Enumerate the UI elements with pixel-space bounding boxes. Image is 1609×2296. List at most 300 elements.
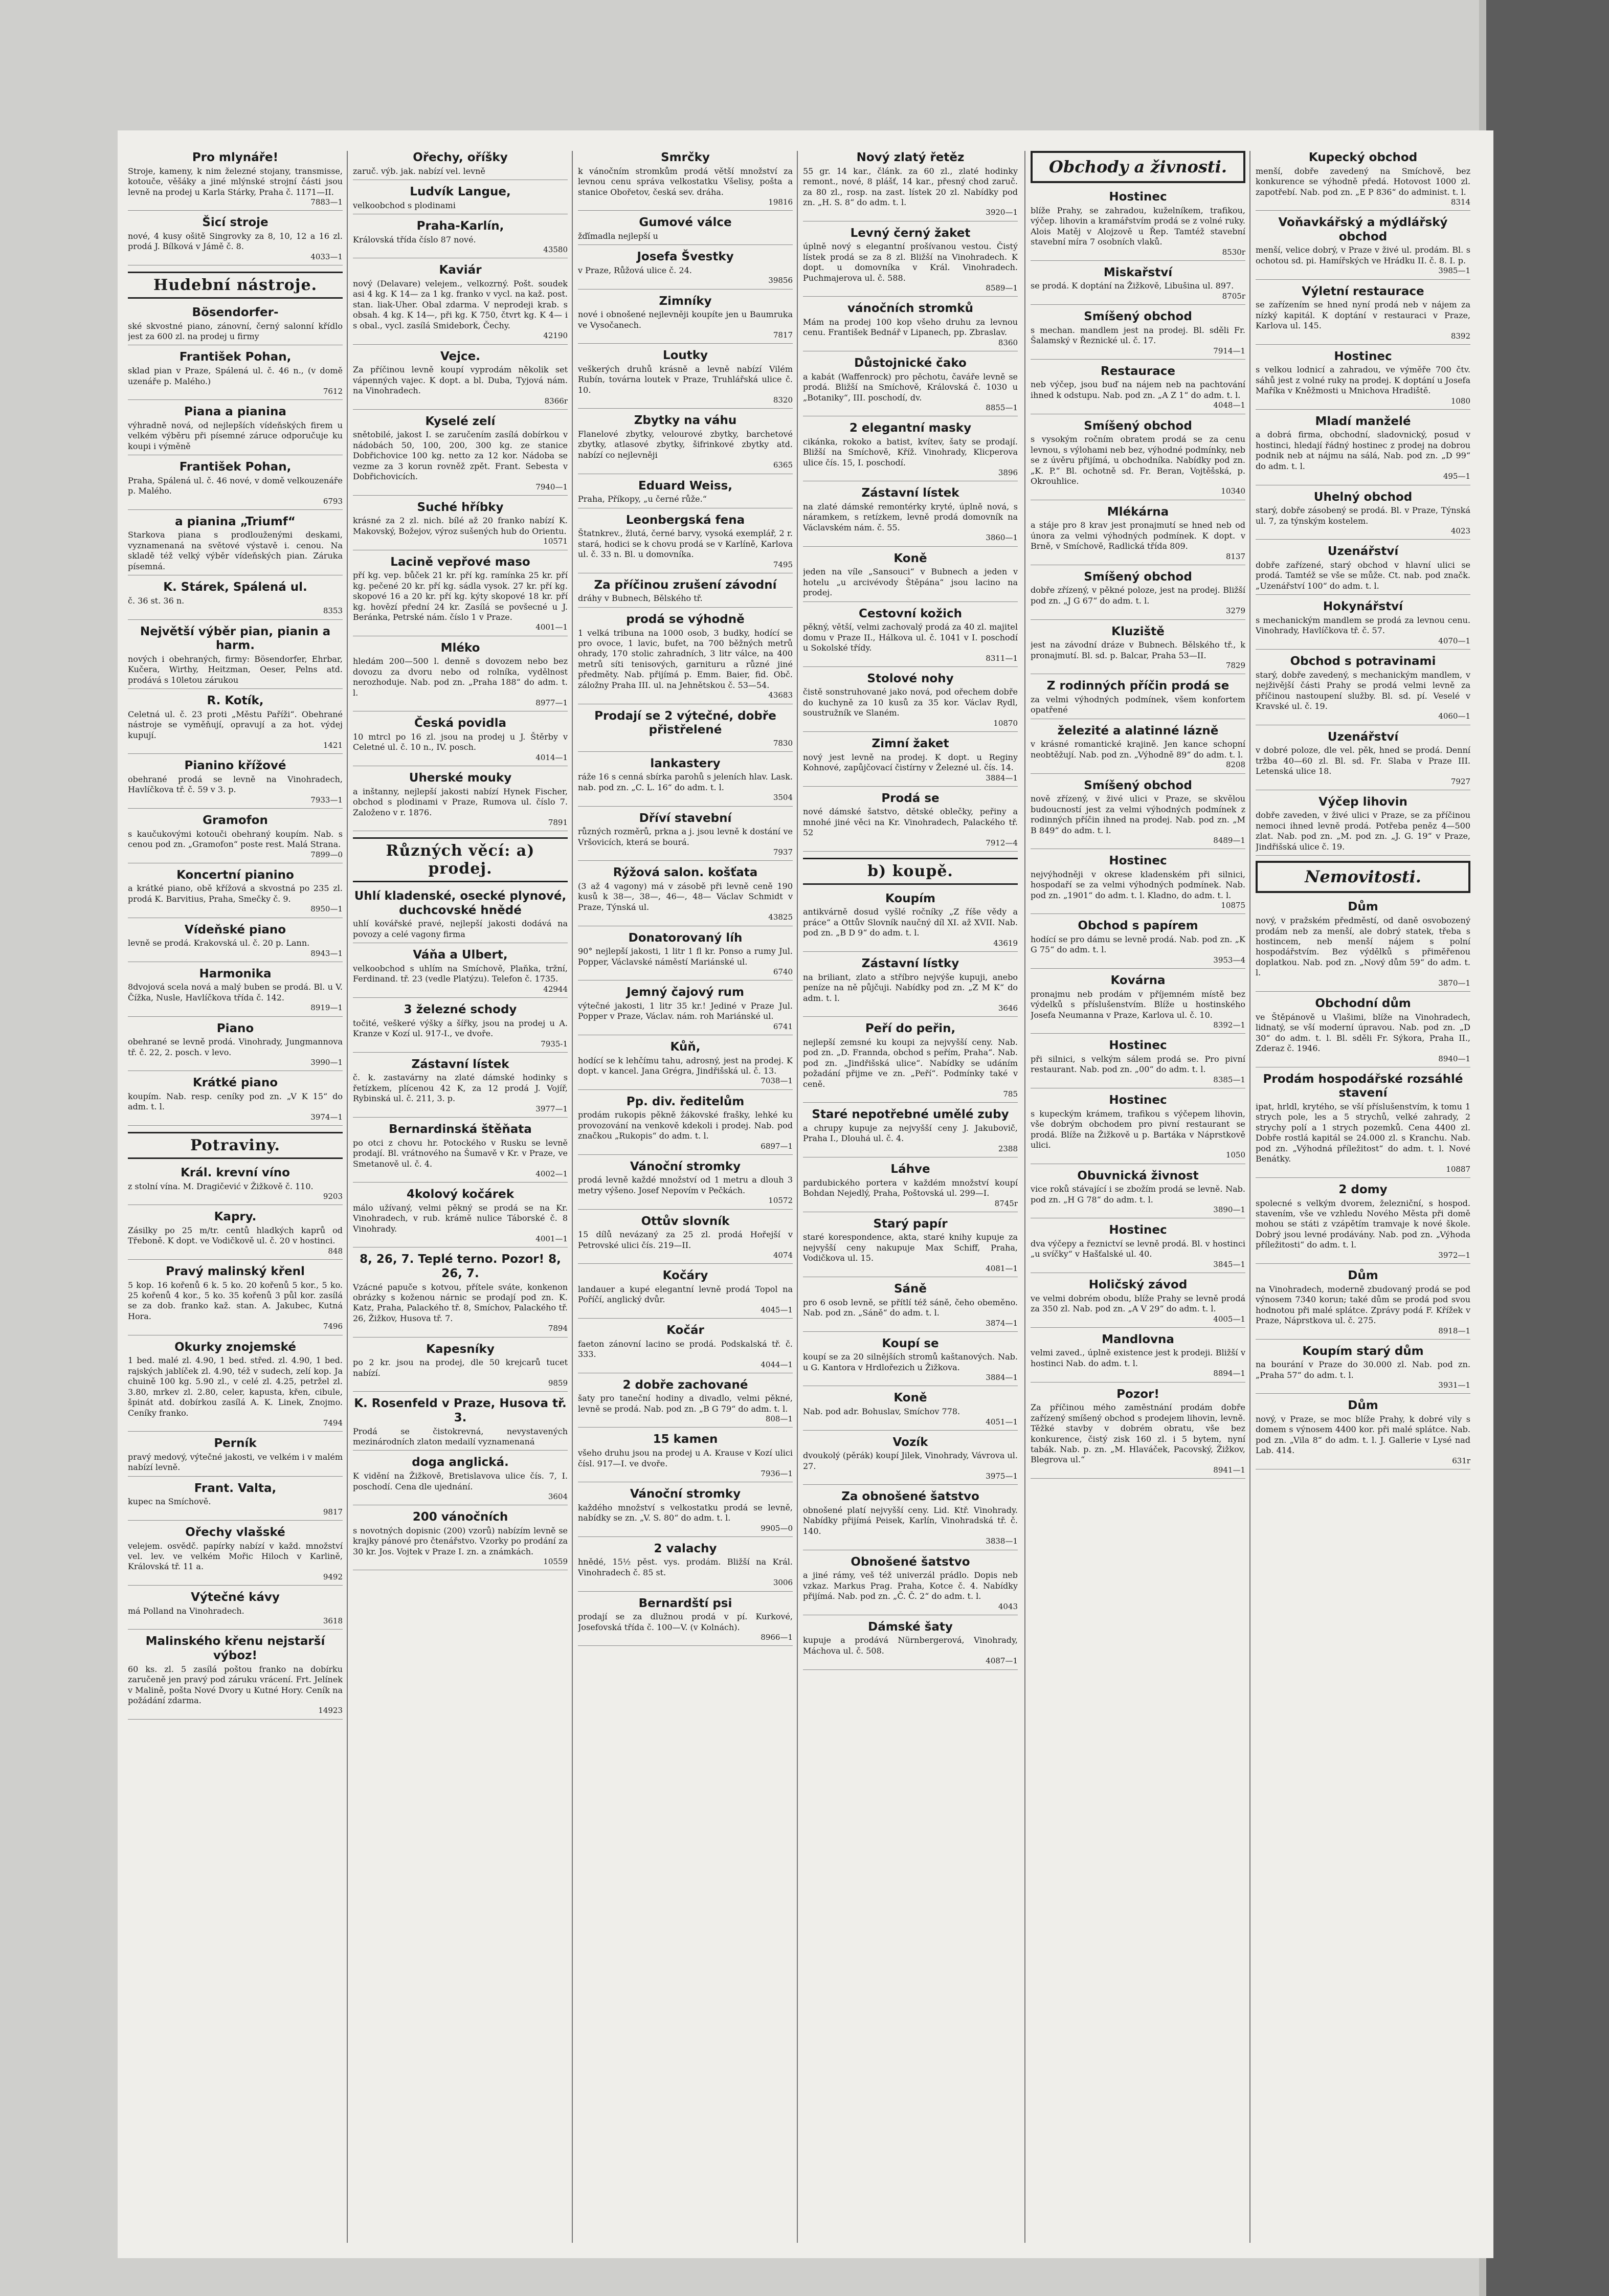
ad-headline: K. Rosenfeld v Praze, Husova tř. 3. xyxy=(354,1397,567,1424)
ad-headline: Perník xyxy=(214,1437,257,1451)
column-3 xyxy=(578,151,793,2243)
section-heading: Hudební nástroje. xyxy=(128,272,343,299)
ad-body: faeton zánovní lacino se prodá. Podskalská tř. č. 333. xyxy=(578,1339,793,1359)
ad-body: Štatnkrev., žlutá, černé barvy, vysoká exemplář, 2 r. stará, hodici se k chovu prodá se v Karlíně, Karlova ul. č. 33 n. Bl. u domovníka. xyxy=(578,528,793,560)
ad-reference-number: 4001—1 xyxy=(535,1234,568,1244)
ad-headline: Kůň, xyxy=(670,1040,701,1054)
ad-reference-number: 2388 xyxy=(998,1144,1018,1153)
ad-reference-number: 7937 xyxy=(773,848,793,857)
classified-ad xyxy=(128,1166,343,1205)
classified-ad xyxy=(803,302,1018,351)
ad-reference-number: 4087—1 xyxy=(986,1656,1018,1666)
ad-body: Královská třída číslo 87 nové. xyxy=(353,234,476,244)
ad-body: starý, dobře zásobený se prodá. Bl. v Praze, Týnská ul. 7, za týnským kostelem. xyxy=(1256,505,1470,526)
ad-reference-number: 631r xyxy=(1452,1456,1470,1465)
ad-headline: prodá se výhodně xyxy=(626,612,745,626)
ad-body: pardubického portera v každém množství koupí Bohdan Nejedlý, Praha, Poštovská ul. 299—I. xyxy=(803,1177,1018,1198)
ad-headline: doga anglická. xyxy=(412,1456,509,1469)
ad-reference-number: 1080 xyxy=(1450,396,1470,406)
ad-reference-number: 3884—1 xyxy=(986,773,1018,783)
ad-reference-number: 4045—1 xyxy=(761,1305,793,1314)
ad-body: 55 gr. 14 kar., článk. za 60 zl., zlaté hodinky remont., nové, 8 plášť, 14 kar., přesný chod zaruč. za 80 zl., rosp. na zast. lístek 20 zl. Nabídky pod zn. „H. S. 8“ do adm. t. l. xyxy=(803,166,1018,207)
ad-reference-number: 8385—1 xyxy=(1213,1075,1245,1084)
classified-ad xyxy=(803,1436,1018,1485)
ad-body: výtečné jakosti, 1 litr 35 kr.! Jediné v Praze Jul. Popper v Praze, Václav. nám. roh Mariánské ul. xyxy=(578,1000,793,1021)
classified-ad xyxy=(803,1490,1018,1550)
section-heading: b) koupě. xyxy=(803,858,1018,885)
classified-ad xyxy=(803,792,1018,852)
classified-ad xyxy=(128,460,343,510)
ad-reference-number: 3977—1 xyxy=(535,1104,568,1113)
ad-headline: Pianino křížové xyxy=(184,759,286,773)
ad-body: nové i obnošené nejlevněji koupíte jen u Baumruka ve Vysočanech. xyxy=(578,309,793,330)
classified-ad xyxy=(353,1510,568,1570)
classified-ad xyxy=(128,814,343,863)
ad-headline: Obchod s papírem xyxy=(1078,919,1198,933)
ad-body: Stroje, kameny, k nim železné stojany, transmisse, kotouče, věšáky a jiné mlýnské strojní části jsou levně na prodej u Karla Stárky, Praha č. 1171—II. xyxy=(128,166,343,197)
classified-ad xyxy=(803,737,1018,787)
classified-ad xyxy=(578,1040,793,1090)
ad-body: Starkova piana s prodlouženými deskami, vyznamenaná na světové výstavě i. cenou. Na skladě též velký výběr vídeňských pian. Záruka písemná. xyxy=(128,530,343,571)
ad-headline: 2 elegantní masky xyxy=(849,421,972,435)
classified-ad xyxy=(1031,1278,1245,1328)
ad-reference-number: 6365 xyxy=(773,460,793,470)
ad-reference-number: 8589—1 xyxy=(986,283,1018,293)
ad-reference-number: 4005—1 xyxy=(1213,1314,1245,1324)
ad-reference-number: 42190 xyxy=(543,331,568,341)
column-rule xyxy=(1024,151,1025,2243)
ad-headline: vánočních stromků xyxy=(847,302,974,316)
ad-reference-number: 4051—1 xyxy=(986,1417,1018,1426)
ad-body: dvoukolý (pěrák) koupí Jilek, Vinohrady, Vávrova ul. 27. xyxy=(803,1451,1018,1471)
classified-ad xyxy=(353,1003,568,1053)
ad-body: a kabát (Waffenrock) pro pěchotu, čaváře levně se prodá. Bližší na Smíchově, Královská č. 1030 u „Botaniky“, III. poschodí, dv. xyxy=(803,371,1018,403)
ad-reference-number: 3604 xyxy=(548,1491,568,1501)
classified-ad xyxy=(353,263,568,344)
ad-headline: Kyselé zelí xyxy=(425,414,496,428)
ad-reference-number: 7940—1 xyxy=(535,482,568,492)
ad-body: dobře zřízený, v pěkné poloze, jest na prodej. Bližší pod zn. „J G 67“ do adm. t. l. xyxy=(1031,585,1245,606)
ad-reference-number: 6793 xyxy=(323,496,343,506)
column-6 xyxy=(1256,151,1470,2243)
classified-ad xyxy=(578,1215,793,1264)
classified-ad xyxy=(128,1076,343,1126)
ad-headline: Prodá se xyxy=(881,791,940,805)
ad-headline: 2 valachy xyxy=(654,1542,717,1555)
classified-ad xyxy=(803,957,1018,1017)
ad-body: prodám rukopis pěkně žákovské frašky, lehké ku provozování na venkově kdekoli i prodej. Nab. pod značkou „Rukopis“ do adm. t. l. xyxy=(578,1110,793,1141)
ad-body: s kupeckým krámem, trafikou s výčepem lihovin, vše dobrým obchodem pro pivní restaurant se prodá. Blíže na Žižkově u p. Bartáka v Náprstkově ulici. xyxy=(1031,1108,1245,1150)
ad-reference-number: 4023 xyxy=(1450,526,1470,536)
ad-body: menší, dobře zavedený na Smíchově, bez konkurence se výhodně předá. Hotovost 1000 zl. zapotřebí. Nab. pod zn. „E P 836“ do administ. t. l. xyxy=(1256,166,1470,197)
boxed-section-heading: Obchody a živnosti. xyxy=(1031,151,1245,183)
ad-body: dva výčepy a řeznictví se levně prodá. Bl. v hostinci „u svíčky“ v Hašťalské ul. 40. xyxy=(1031,1238,1245,1259)
classified-ad xyxy=(353,948,568,998)
ad-headline: Gumové válce xyxy=(639,216,732,230)
ad-reference-number: 3838—1 xyxy=(986,1536,1018,1546)
classified-ad xyxy=(1256,600,1470,650)
ad-reference-number: 10875 xyxy=(1221,901,1245,910)
ad-headline: Mladí manželé xyxy=(1315,414,1411,428)
ad-body: obehrané se levně prodá. Vinohrady, Jungmannova tř. č. 22, 2. posch. v levo. xyxy=(128,1037,343,1057)
classified-ad xyxy=(128,1591,343,1630)
ad-body: 5 kop. 16 kořenů 6 k. 5 ko. 20 kořenů 5 kor., 5 ko. 25 kořenů 4 kor., 5 ko. 35 kořenů 3 půl kor. zasílá se za dob. franko kaž. stan. A. Jakubec, Kutná Hora. xyxy=(128,1280,343,1321)
ad-headline: Vejce. xyxy=(440,349,480,363)
classified-ad xyxy=(578,1378,793,1428)
ad-headline: 8, 26, 7. Teplé terno. Pozor! 8, 26, 7. xyxy=(360,1253,561,1280)
ad-body: nejvýhodněji v okrese kladenském při silnici, hospodaří se za velmi výhodných podmínek. Nab. pod zn. „1901“ do adm. t. l. Kladno, do adm. t. l. xyxy=(1031,869,1245,900)
ad-headline: Hostinec xyxy=(1334,349,1392,363)
ad-headline: Koupím xyxy=(885,891,935,905)
classified-ad xyxy=(1031,365,1245,414)
classified-ad xyxy=(128,759,343,809)
classified-ad xyxy=(128,1482,343,1521)
ad-headline: Peří do peřin, xyxy=(865,1022,956,1036)
ad-body: Celetná ul. č. 23 proti „Městu Paříži“. Obehrané nástroje se vyměňují, opravují a za hot. výdej kupují. xyxy=(128,709,343,740)
ad-body: a stáje pro 8 krav jest pronajmutí se hned neb od února za velmi výhodných podmínek. K dopt. v Brně, v Smíchově, Radlická třída 809. xyxy=(1031,520,1245,551)
ad-headline: Koně xyxy=(893,551,927,565)
classified-ad xyxy=(578,613,793,704)
ad-reference-number: 8320 xyxy=(773,395,793,405)
ad-headline: Praha-Karlín, xyxy=(416,219,504,233)
ad-reference-number: 7935-1 xyxy=(541,1039,568,1049)
classified-ad xyxy=(1031,724,1245,774)
ad-headline: Dámské šaty xyxy=(868,1620,953,1634)
ad-headline: Starý papír xyxy=(873,1217,948,1231)
ad-body: po otci z chovu hr. Potockého v Rusku se levně prodají. Bl. vrátnového na Šumavě v Kr. v Praze, ve Smetanově ul. č. 4. xyxy=(353,1138,568,1169)
ad-reference-number: 7927 xyxy=(1450,776,1470,786)
ad-body: levně se prodá. Krakovská ul. č. 20 p. Lann. xyxy=(128,938,310,948)
ad-reference-number: 8919—1 xyxy=(310,1003,343,1013)
ad-headline: Piano xyxy=(216,1021,254,1035)
ad-headline: Výčep lihovin xyxy=(1319,795,1407,809)
classified-ad xyxy=(128,151,343,211)
ad-reference-number: 8941—1 xyxy=(1213,1465,1245,1475)
ad-headline: Vánoční stromky xyxy=(630,1160,741,1173)
classified-ad xyxy=(578,1324,793,1373)
ad-headline: Vánoční stromky xyxy=(630,1487,741,1501)
ad-body: po 2 kr. jsou na prodej, dle 50 krejcarů tucet nabízí. xyxy=(353,1357,568,1378)
ad-body: kupuje a prodává Nürnbergerová, Vinohrady, Máchova ul. č. 508. xyxy=(803,1635,1018,1656)
ad-body: velkoobchod s uhlím na Smíchově, Plaňka, tržní, Ferdinand. tř. 23 (vedle Platýzu). Telefon č. 1735. xyxy=(353,963,568,984)
classified-ad xyxy=(1031,625,1245,675)
classified-ad xyxy=(128,1022,343,1072)
ad-body: koupí se za 20 silnějších stromů kaštanových. Nab. u G. Kantora v Hrdlořezich u Žižkova. xyxy=(803,1352,1018,1372)
ad-body: uhlí kovářské pravé, nejlepší jakosti dodává na povozy a celé vagony firma xyxy=(353,919,568,939)
ad-headline: Sáně xyxy=(893,1282,927,1296)
classified-ad xyxy=(128,405,343,455)
ad-reference-number: 3931—1 xyxy=(1438,1380,1470,1390)
ad-body: všeho druhu jsou na prodej u A. Krause v Kozí ulici čísl. 917—I. ve dvoře. xyxy=(578,1448,793,1468)
ad-body: 90° nejlepší jakosti, 1 litr 1 fl kr. Ponso a rumy Jul. Popper, Václavské náměstí Mariánské ul. xyxy=(578,946,793,967)
ad-headline: Donatorovaný líh xyxy=(628,931,743,945)
column-rule xyxy=(347,151,348,2243)
classified-ad xyxy=(353,641,568,712)
ad-headline: Hokynářství xyxy=(1323,600,1403,614)
ad-body: staré korespondence, akta, staré knihy kupuje za nejvyšší ceny nakupuje Max Schiff, Praha, Vodičkova ul. 15. xyxy=(803,1232,1018,1263)
ad-reference-number: 6740 xyxy=(773,967,793,977)
ad-headline: František Pohan, xyxy=(179,350,292,364)
ad-body: na zlaté dámské remontérky kryté, úplně nová, s náramkem, s retízkem, levně prodá domovník na Václavském nám. č. 55. xyxy=(803,502,1018,532)
ad-body: s mechan. mandlem jest na prodej. Bl. sděli Fr. Šalamský v Řeznické ul. č. 17. xyxy=(1031,325,1245,346)
ad-reference-number: 43580 xyxy=(543,245,568,255)
ad-body: starý, dobře zavedený, s mechanickým mandlem, v nejživější části Prahy se prodá velmi levně za příčinou nastoupení služby. Bl. sd. pí. Veselé v Kravské ul. č. 19. xyxy=(1256,670,1470,711)
classified-ad xyxy=(128,1635,343,1719)
ad-body: blíže Prahy, se zahradou, kuželníkem, trafikou, výčep. lihovin a kramářstvím prodá se z volné ruky. Alois Matěj v Alojzově u Řep. Tamtéž stavební stavební míra 7 osobních vlaků. xyxy=(1031,205,1245,247)
ad-body: a dobrá firma, obchodní, sladovnický, posud v hostinci, hledají řádný hostinec z prodej na dobrou podnik neb at nájmu na sálá, Nab. pod zn. „D 99“ do adm. t. l. xyxy=(1256,430,1470,471)
ad-headline: Obnošené šatstvo xyxy=(851,1555,970,1569)
ad-reference-number: 3618 xyxy=(323,1616,343,1626)
ad-headline: Harmonika xyxy=(199,967,272,980)
ad-body: pronajmu neb prodám v příjemném místě bez výdelků s příslušenstvím. Blíže u hostinského Josefa Neumanna v Praze, Karlova ul. č. 10. xyxy=(1031,989,1245,1020)
ad-reference-number: 9859 xyxy=(548,1378,568,1388)
ad-headline: Král. krevní víno xyxy=(181,1166,290,1179)
ad-headline: Kapry. xyxy=(214,1210,257,1224)
ad-headline: Mlékárna xyxy=(1107,505,1169,519)
classified-ad xyxy=(1256,1399,1470,1469)
ad-reference-number: 1050 xyxy=(1225,1150,1245,1160)
ad-body: vice roků stávající i se zbožím prodá se levně. Nab. pod zn. „H G 78“ do adm. t. l. xyxy=(1031,1184,1245,1205)
ad-body: snětobilé, jakost I. se zaručením zasílá dobírkou v nádobách 50, 100, 200, 300 kg. ze stanice Dobřichovice 100 kg. netto za 12 kor. Nádoba se vezme za 3 korun rovněž zpět. Frant. Sebesta v Dobřichovicích. xyxy=(353,430,568,482)
column-4 xyxy=(803,151,1018,2243)
ad-headline: Cestovní kožich xyxy=(859,607,962,620)
classified-ad xyxy=(1031,419,1245,500)
ad-body: landauer a kupé elegantní levně prodá Topol na Poříčí, anglický dvůr. xyxy=(578,1284,793,1305)
classified-ad xyxy=(578,812,793,861)
ad-body: obnošené platí nejvyšší ceny. Lid. Ktř. Vinohrady. Nabídky přijímá Peisek, Karlín, Vinohradská tř. č. 140. xyxy=(803,1505,1018,1536)
classified-ad xyxy=(1256,545,1470,595)
classified-ad xyxy=(803,1217,1018,1277)
ad-body: při silnici, s velkým sálem prodá se. Pro pivní restaurant. Nab. pod zn. „00“ do adm. t. l. xyxy=(1031,1054,1245,1075)
classified-ad xyxy=(1031,505,1245,565)
classified-ad xyxy=(128,1210,343,1260)
classified-ad xyxy=(803,486,1018,546)
classified-ad xyxy=(353,717,568,766)
ad-reference-number: 7829 xyxy=(1225,661,1245,671)
ad-headline: Pp. div. ředitelům xyxy=(626,1095,745,1108)
ad-body: č. k. zastavárny na zlaté dámské hodinky s řetízkem, plícenou 42 K, za 12 prodá J. Vojíř, Rybinská ul. č. 211, 3. p. xyxy=(353,1073,568,1104)
ad-reference-number: 4081—1 xyxy=(986,1263,1018,1273)
ad-headline: Zástavní lístky xyxy=(861,957,959,971)
ad-headline: Obchodní dům xyxy=(1315,997,1411,1011)
ad-reference-number: 8366r xyxy=(544,396,568,406)
ad-body: jeden na víle „Sansouci“ v Bubnech a jeden v hotelu „u arcivévody Štěpána“ jsou lacino na prodej. xyxy=(803,567,1018,598)
ad-reference-number: 8489—1 xyxy=(1213,836,1245,845)
ad-body: za velmi výhodných podmínek, všem konfortem opatřené xyxy=(1031,694,1245,715)
ad-body: dráhy v Bubnech, Bělského tř. xyxy=(578,593,703,604)
ad-reference-number: 3920—1 xyxy=(986,208,1018,217)
ad-body: pří kg. vep. bůček 21 kr. pří kg. ramínka 25 kr. pří kg. pečené 20 kr. pří kg. sádla vysok. 27 kr. pří kg. skopové 16 a 20 kr. pří kg. kýty skopové 18 kr. pří kg. hovězí přední 24 kr. Zasílá se povšecné u J. Beránka, Petrské nám. číslo 1 v Praze. xyxy=(353,570,568,622)
ad-reference-number: 7933—1 xyxy=(310,795,343,805)
ad-headline: Levný černý žaket xyxy=(850,226,971,240)
ad-reference-number: 7495 xyxy=(773,560,793,569)
ad-reference-number: 8392—1 xyxy=(1213,1020,1245,1030)
classified-ad xyxy=(353,1343,568,1392)
ad-reference-number: 10340 xyxy=(1221,486,1245,496)
ad-body: ráže 16 s cenná sbírka parohů s jeleních hlav. Lask. nab. pod zn. „C. L. 16“ do adm. t. l. xyxy=(578,772,793,792)
classified-ad xyxy=(1031,190,1245,261)
classified-ad xyxy=(1031,1223,1245,1273)
ad-reference-number: 3953—4 xyxy=(1213,955,1245,965)
classified-ad xyxy=(128,694,343,754)
ad-reference-number: 8208 xyxy=(1225,760,1245,770)
ad-reference-number: 3975—1 xyxy=(986,1472,1018,1481)
ad-headline: Hostinec xyxy=(1109,190,1167,204)
ad-body: neb výčep, jsou buď na nájem neb na pachtování ihned k odstupu. Nab. pod zn. „A Z 1“ do adm. t. l. xyxy=(1031,380,1245,400)
ad-body: č. 36 st. 36 n. xyxy=(128,595,185,606)
ad-headline: železité a alatinné lázně xyxy=(1057,724,1219,738)
ad-body: 8dvojová scela nová a malý buben se prodá. Bl. u V. Čížka, Nusle, Havlíčkova třída č. 142. xyxy=(128,982,343,1002)
ad-body: s vysokým ročním obratem prodá se za cenu levnou, s výlohami neb bez, výhodné podmínky, neb se z úvěru přijímá, u obchodníka. Nabídky pod zn. „K. P.“ Bl. ochotně sd. Fr. Beran, Vojtěšská, p. Okrouhlice. xyxy=(1031,434,1245,486)
ad-headline: Kočáry xyxy=(662,1269,708,1283)
ad-body: málo užívaný, velmi pěkný se prodá se na Kr. Vinohradech, v rub. krámě nulice Táborské č. 8 Vinohrady. xyxy=(353,1202,568,1234)
ad-reference-number: 9492 xyxy=(323,1572,343,1581)
ad-reference-number: 7038—1 xyxy=(761,1076,793,1086)
classified-ad xyxy=(1256,730,1470,790)
ad-reference-number: 7891 xyxy=(548,818,568,828)
classified-ad xyxy=(1256,151,1470,211)
ad-body: šaty pro taneční hodiny a divadlo, velmi pěkné, levně se prodá. Nab. pod zn. „B G 79“ do adm. t. l. xyxy=(578,1393,793,1414)
ad-reference-number: 10559 xyxy=(543,1557,568,1567)
classified-columns xyxy=(118,151,1493,2248)
ad-headline: Zimníky xyxy=(659,294,712,308)
ad-headline: Ořechy vlašské xyxy=(185,1525,285,1539)
ad-reference-number: 4033—1 xyxy=(310,252,343,261)
classified-ad xyxy=(1031,919,1245,969)
ad-reference-number: 4060—1 xyxy=(1438,711,1470,721)
ad-headline: Hostinec xyxy=(1109,1094,1167,1107)
ad-reference-number: 3870—1 xyxy=(1438,978,1470,988)
classified-ad xyxy=(803,672,1018,732)
ad-headline: Pozor! xyxy=(1116,1387,1159,1401)
ad-headline: Rýžová salon. košťata xyxy=(613,866,758,880)
ad-body: koupím. Nab. resp. ceníky pod zn. „V K 15“ do adm. t. l. xyxy=(128,1091,343,1112)
ad-body: ipat, hrldl, krytého, se vší příslušenstvím, k tomu 1 strych pole, les a 5 strychů, velké zahrady, 2 strychy polí a 1 strych pozemků. Cena 4400 zl. Dobře rostlá kapitál se 24.000 zl. s Kranchu. Nab. pod zn. „Výhodná příležitost“ do adm. t. l. Nové Benátky. xyxy=(1256,1101,1470,1164)
ad-body: spolecné s velkým dvorem, železniční, s hospod. stavením, vše ve vzhledu Nového Města při domě mohou se státi z vzápětím tramvaje k nové škole. Dobrý jsou levné prodávány. Nab. pod zn. „Výhoda příležitosti“ do adm. t. l. xyxy=(1256,1198,1470,1250)
ad-reference-number: 7883—1 xyxy=(310,197,343,207)
classified-ad xyxy=(353,151,568,180)
ad-body: točité, veškeré výšky a šířky, jsou na prodej u A. Kranze v Kozí ul. 917-I., ve dvoře. xyxy=(353,1018,568,1039)
ad-headline: Leonbergská fena xyxy=(625,513,745,527)
ad-body: v Praze, Růžová ulice č. 24. xyxy=(578,265,692,275)
ad-headline: Miskařství xyxy=(1103,265,1173,279)
ad-headline: Ořechy, oříšky xyxy=(413,151,508,164)
ad-reference-number: 10571 xyxy=(543,537,568,546)
ad-reference-number: 3504 xyxy=(773,793,793,803)
ad-body: veškerých druhů krásně a levně nabízí Vilém Rubín, továrna loutek v Praze, Truhlářská ulice č. 10. xyxy=(578,364,793,395)
column-rule xyxy=(1249,151,1250,2243)
classified-ad xyxy=(353,185,568,214)
classified-ad xyxy=(803,227,1018,297)
classified-ad xyxy=(578,578,793,608)
ad-headline: Smíšený obchod xyxy=(1084,419,1192,433)
ad-headline: Koupí se xyxy=(882,1336,939,1350)
ad-body: nově zřízený, v živé ulici v Praze, se skvělou budoucností jest za velmi výhodných podmínek z rodinných příčin ihned na prodej. Nab. pod zn. „M B 849“ do adm. t. l. xyxy=(1031,794,1245,835)
classified-ad xyxy=(578,151,793,211)
classified-ad xyxy=(353,889,568,943)
ad-headline: Kaviár xyxy=(439,263,482,277)
ad-reference-number: 7494 xyxy=(323,1418,343,1428)
classified-ad xyxy=(578,349,793,409)
ad-body: Nab. pod adr. Bohuslav, Smíchov 778. xyxy=(803,1407,960,1417)
boxed-section-heading: Nemovitosti. xyxy=(1256,861,1470,893)
ad-headline: Vídeňské piano xyxy=(184,923,286,937)
ad-body: jest na závodní dráze v Bubnech. Bělského tř., k pronajmutí. Bl. sd. p. Balcar, Praha 53—II. xyxy=(1031,640,1245,660)
ad-body: ve Štěpánově u Vlašimi, blíže na Vinohradech, lidnatý, se vší moderní úpravou. Nab. pod zn. „D 30“ do adm. t. l. Bl. sděli Fr. Sýkora, Praha II., Zderaz č. 1946. xyxy=(1256,1012,1470,1054)
ad-reference-number: 9817 xyxy=(323,1507,343,1517)
classified-ad xyxy=(1031,266,1245,305)
ad-body: zaruč. výb. jak. nabízí vel. levně xyxy=(353,166,485,176)
ad-headline: Hostinec xyxy=(1109,854,1167,868)
ad-headline: Uherské mouky xyxy=(409,771,512,785)
ad-reference-number: 7830 xyxy=(773,738,793,748)
classified-ad xyxy=(803,1282,1018,1332)
ad-reference-number: 1421 xyxy=(323,741,343,750)
classified-ad xyxy=(1256,491,1470,540)
ad-reference-number: 8940—1 xyxy=(1438,1054,1470,1063)
ad-reference-number: 8855—1 xyxy=(986,403,1018,413)
classified-ad xyxy=(578,514,793,573)
ad-body: obehrané prodá se levně na Vinohradech, Havlíčkova tř. č. 59 v 3. p. xyxy=(128,774,343,795)
classified-ad xyxy=(578,414,793,474)
classified-ad xyxy=(803,1391,1018,1430)
classified-ad xyxy=(353,771,568,831)
ad-headline: Kočár xyxy=(666,1324,704,1337)
ad-headline: Největší výběr pian, pianin a harm. xyxy=(140,625,331,653)
ad-reference-number: 14923 xyxy=(318,1706,343,1715)
ad-headline: Česká povidla xyxy=(414,717,506,730)
classified-ad xyxy=(1031,1094,1245,1164)
classified-ad xyxy=(578,250,793,289)
ad-body: nový, v pražském předměstí, od daně osvobozený prodám neb za menší, ale dobrý statek, třeba s hostincem, neb menší nájem s polní hospodářstvím. Bez výdělků s přiměřenou doplatkou. Nab. pod zn. „Nový dům 59“ do adm. t. l. xyxy=(1256,916,1470,978)
classified-ad xyxy=(353,1123,568,1183)
ad-reference-number: 4044—1 xyxy=(761,1359,793,1369)
ad-headline: Důstojnické čako xyxy=(854,356,967,370)
ad-reference-number: 19816 xyxy=(768,197,793,207)
ad-body: velkoobchod s plodinami xyxy=(353,200,456,210)
ad-headline: Dům xyxy=(1348,900,1378,914)
classified-ad xyxy=(128,515,343,575)
classified-ad xyxy=(1031,1333,1245,1383)
classified-ad xyxy=(1256,285,1470,345)
classified-ad xyxy=(578,216,793,245)
ad-headline: Šicí stroje xyxy=(202,216,269,230)
ad-body: nové dámské šatstvo, dětské oblečky, peřiny a mnohé jiné věci na Kr. Vinohradech, Palackého tř. 52 xyxy=(803,807,1018,838)
ad-reference-number: 42944 xyxy=(543,984,568,994)
ad-headline: Uhelný obchod xyxy=(1313,490,1413,504)
classified-ad xyxy=(1256,1073,1470,1178)
ad-body: se prodá. K doptání na Žižkově, Libušina ul. 897. xyxy=(1031,281,1234,291)
ad-reference-number: 8977—1 xyxy=(535,698,568,708)
ad-headline: Obchod s potravinami xyxy=(1290,654,1436,668)
ad-reference-number: 7936—1 xyxy=(761,1468,793,1478)
newspaper-page xyxy=(118,130,1493,2258)
ad-body: ve velmi dobrém obodu, blíže Prahy se levně prodá za 350 zl. Nab. pod zn. „A V 29“ do adm. t. l. xyxy=(1031,1293,1245,1314)
classified-ad xyxy=(1256,1345,1470,1394)
ad-body: pěkný, větší, velmi zachovalý prodá za 40 zl. majitel domu v Praze II., Hálkova ul. č. 1041 v I. poschodí u Sokolské třídy. xyxy=(803,622,1018,653)
ad-body: pro 6 osob levně, se přítlí též sáně, čeho obeměno. Nab. pod zn. „Sáně“ do adm. t. l. xyxy=(803,1297,1018,1318)
column-rule xyxy=(797,151,798,2243)
ad-body: každého množství s velkostatku prodá se levně, nabídky se zn. „V. S. 80“ do adm. t. l. xyxy=(578,1502,793,1523)
ad-reference-number: 4074 xyxy=(773,1251,793,1260)
ad-headline: Zástavní lístek xyxy=(861,486,959,500)
ad-reference-number: 3006 xyxy=(773,1578,793,1588)
ad-reference-number: 10572 xyxy=(768,1196,793,1206)
ad-headline: Kluziště xyxy=(1111,625,1165,638)
ad-headline: Zástavní lístek xyxy=(411,1057,509,1071)
ad-reference-number: 3972—1 xyxy=(1438,1250,1470,1260)
classified-ad xyxy=(353,350,568,410)
